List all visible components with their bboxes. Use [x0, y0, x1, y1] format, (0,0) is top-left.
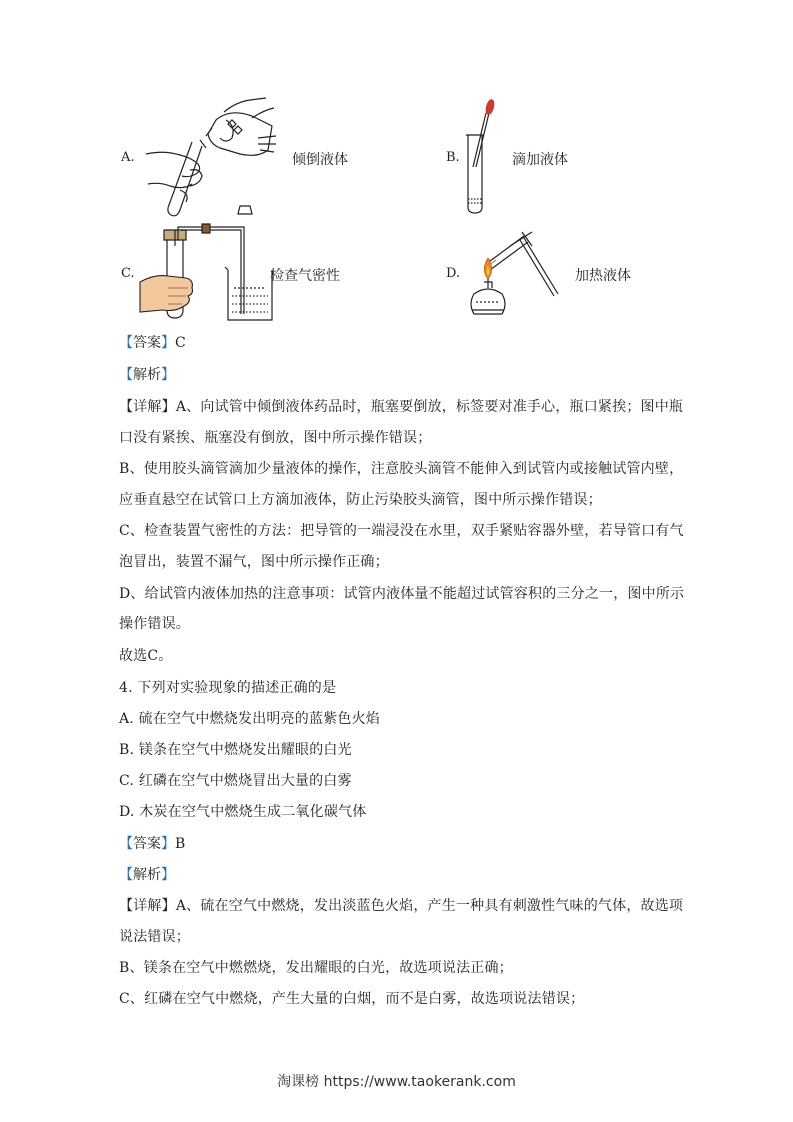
q4-stem: 4. 下列对实验现象的描述正确的是 — [119, 680, 337, 696]
q4-option-d: D. 木炭在空气中燃烧生成二氧化碳气体 — [119, 804, 367, 820]
q3-detail-line-1: 【详解】A、向试管中倾倒液体药品时，瓶塞要倒放，标签要对准手心，瓶口紧挨；图中瓶 — [119, 399, 684, 415]
answer-label: 答案 — [133, 335, 161, 351]
q4-option-c: C. 红磷在空气中燃烧冒出大量的白雾 — [119, 773, 352, 789]
heating-liquid-icon — [462, 218, 567, 323]
answer-value: C — [175, 335, 186, 351]
q3-answer: 【答案】C — [119, 335, 186, 351]
airtightness-check-icon — [140, 200, 275, 324]
q4-option-b: B. 镁条在空气中燃烧发出耀眼的白光 — [119, 742, 352, 758]
dropper-icon — [460, 95, 500, 217]
q4-detail-line-3: B、镁条在空气中燃燃烧，发出耀眼的白光，故选项说法正确； — [119, 960, 513, 976]
q3-detail-line-2: 口没有紧挨、瓶塞没有倒放，图中所示操作错误； — [119, 430, 432, 446]
option-b-caption: 滴加液体 — [512, 152, 568, 168]
option-d-caption: 加热液体 — [575, 268, 631, 284]
q3-detail-line-7: D、给试管内液体加热的注意事项：试管内液体量不能超过试管容积的三分之一，图中所示 — [119, 586, 685, 602]
option-a-caption: 倾倒液体 — [292, 152, 348, 168]
q4-option-a: A. 硫在空气中燃烧发出明亮的蓝紫色火焰 — [119, 711, 381, 727]
answer-value: B — [175, 836, 186, 852]
q3-analysis-heading: 【解析】 — [119, 367, 175, 383]
q4-detail-line-2: 说法错误； — [119, 929, 190, 945]
footer-watermark: 淘课榜 https://www.taokerank.com — [277, 1074, 516, 1090]
detail-label: 详解 — [133, 898, 162, 914]
q3-detail-line-5: C、检查装置气密性的方法：把导管的一端浸没在水里，双手紧贴容器外壁，若导管口有气 — [119, 523, 684, 539]
option-d-letter: D. — [446, 266, 461, 281]
q3-conclusion: 故选C。 — [119, 648, 173, 664]
option-c-caption: 检查气密性 — [270, 268, 340, 284]
analysis-label: 解析 — [133, 867, 161, 883]
q4-detail-line-1: 【详解】A、硫在空气中燃烧，发出淡蓝色火焰，产生一种具有刺激性气味的气体，故选项 — [119, 898, 684, 914]
answer-label: 答案 — [133, 836, 161, 852]
q4-detail-line-4: C、红磷在空气中燃烧，产生大量的白烟，而不是白雾，故选项说法错误； — [119, 991, 585, 1007]
q3-detail-line-6: 泡冒出，装置不漏气，图中所示操作正确； — [119, 554, 389, 570]
analysis-label: 解析 — [133, 367, 161, 383]
option-a-letter: A. — [121, 150, 135, 165]
q4-analysis-heading: 【解析】 — [119, 867, 175, 883]
q4-answer: 【答案】B — [119, 836, 186, 852]
option-b-letter: B. — [446, 150, 460, 165]
q3-detail-line-8: 操作错误。 — [119, 616, 190, 632]
q3-detail-line-3: B、使用胶头滴管滴加少量液体的操作，注意胶头滴管不能伸入到试管内或接触试管内壁， — [119, 461, 684, 477]
q3-detail-line-4: 应垂直悬空在试管口上方滴加液体，防止污染胶头滴管，图中所示操作错误； — [119, 492, 602, 508]
option-c-letter: C. — [121, 266, 135, 281]
detail-label: 详解 — [133, 399, 162, 415]
